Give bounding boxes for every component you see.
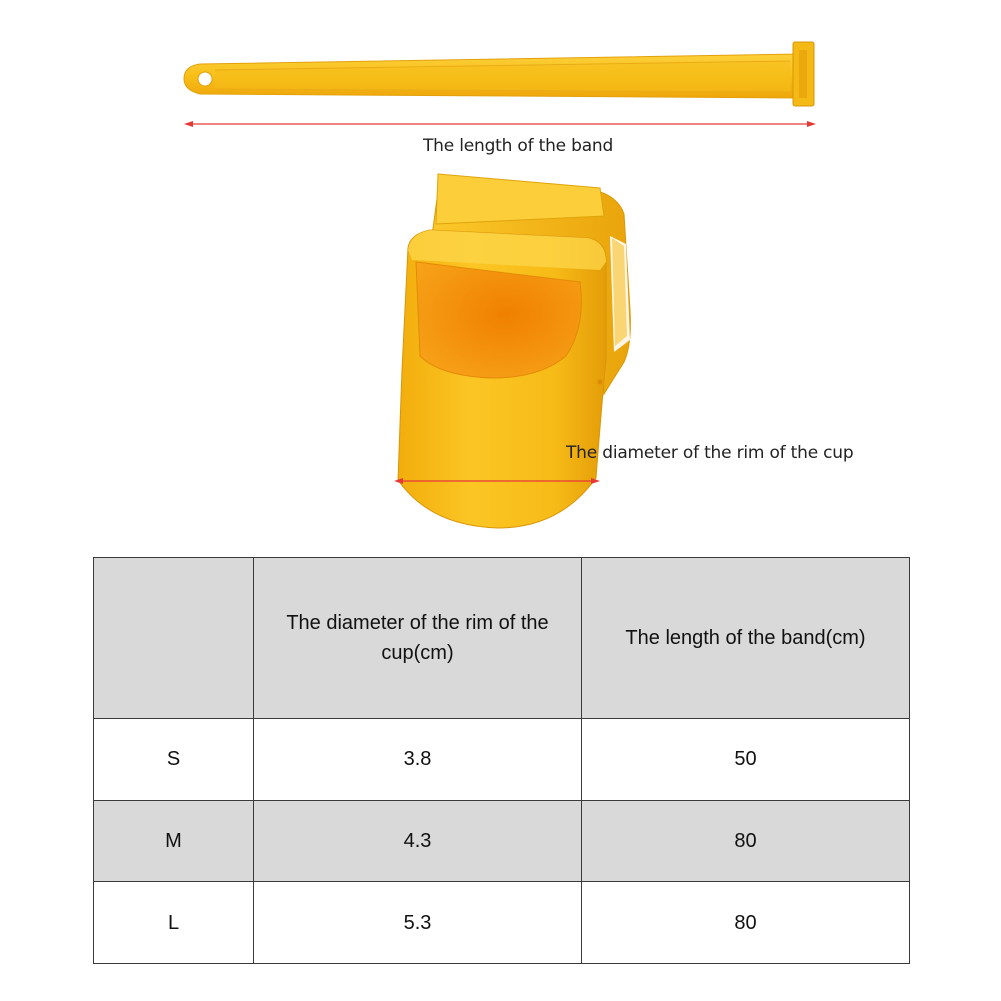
diameter-cell: 3.8 (254, 718, 582, 800)
size-cell: M (94, 800, 254, 882)
diameter-cell: 4.3 (254, 800, 582, 882)
band-hole-icon (198, 72, 212, 86)
band-image (184, 42, 814, 106)
diameter-column-header: The diameter of the rim of the cup(cm) (254, 558, 582, 719)
cup-opening (416, 262, 581, 378)
size-cell: S (94, 718, 254, 800)
size-cell: L (94, 882, 254, 964)
length-column-header: The length of the band(cm) (582, 558, 910, 719)
cup-image (398, 174, 630, 528)
table-corner-cell (94, 558, 254, 719)
diameter-cell: 5.3 (254, 882, 582, 964)
table-row-m (94, 800, 910, 882)
band-length-arrow (184, 121, 816, 127)
table-header-row (94, 558, 910, 719)
table-row-l (94, 882, 910, 964)
length-cell: 80 (582, 800, 910, 882)
table-row-s (94, 718, 910, 800)
length-cell: 80 (582, 882, 910, 964)
size-table (93, 557, 910, 964)
cup-diameter-caption: The diameter of the rim of the cup (566, 443, 854, 463)
length-cell: 50 (582, 718, 910, 800)
band-length-caption: The length of the band (423, 136, 614, 156)
